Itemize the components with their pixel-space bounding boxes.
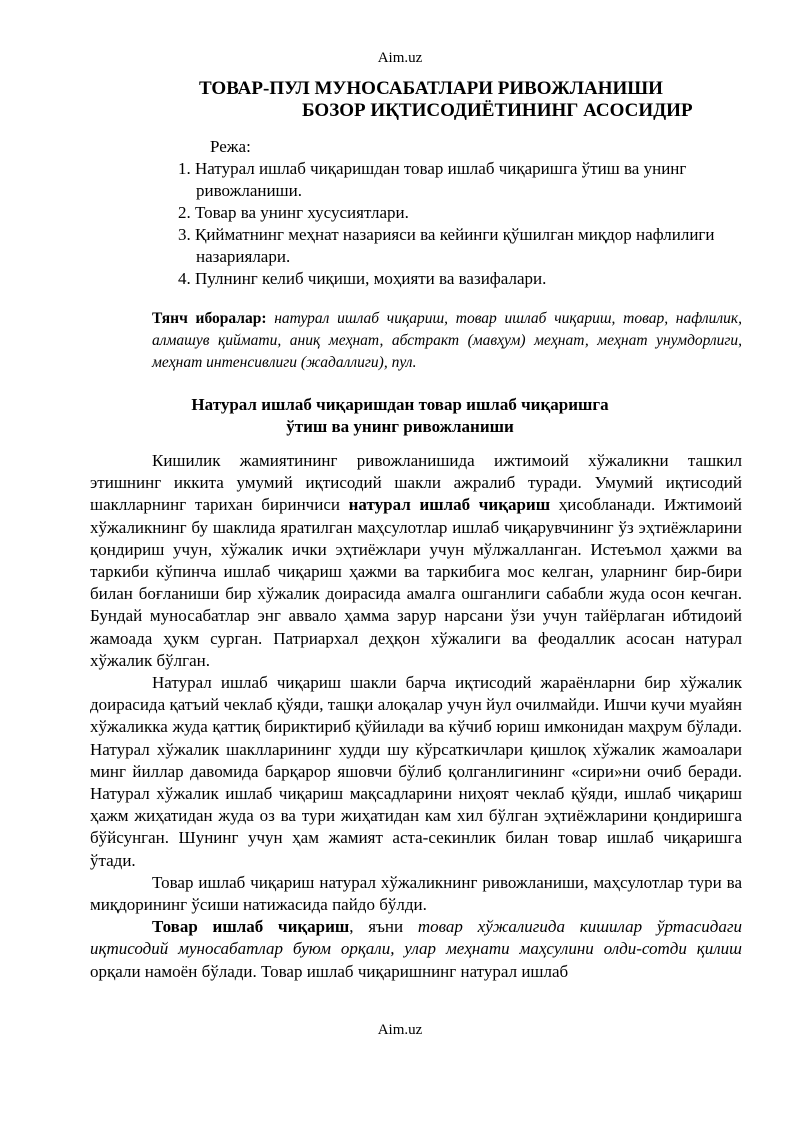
section-heading-line-1: Натурал ишлаб чиқаришдан товар ишлаб чиқаришга xyxy=(191,395,609,414)
title-line-1: ТОВАР-ПУЛ МУНОСАБАТЛАРИ РИВОЖЛАНИШИ xyxy=(199,78,663,99)
p1-text-a: Кишилик жамиятининг ривожланишида ижтимоий хўжаликни ташкил этишнинг иккита умумий иқтисодий шакли ажралиб туради. Умумий иқтисодий шаклларнинг тарихан биринчиси xyxy=(90,451,742,515)
paragraph-3: Товар ишлаб чиқариш натурал хўжаликнинг ривожланиши, маҳсулотлар тури ва миқдорининг ўсиши натижасида пайдо бўлди. xyxy=(90,872,742,915)
p1-term-bold: натурал ишлаб чиқариш xyxy=(348,495,551,515)
keywords-label: Тянч иборалар: xyxy=(152,310,267,327)
page-header: Aim.uz xyxy=(377,50,423,66)
p4-term-bold: Товар ишлаб чиқариш xyxy=(152,917,350,937)
body-text xyxy=(90,450,742,983)
plan-item-2: 2. Товар ва унинг хусусиятлари. xyxy=(178,203,409,222)
p1-text-c: ҳисобланади. Ижтимоий хўжаликнинг бу шаклида яратилган маҳсулотлар ишлаб чиқарувчининг ўз эҳтиёжларини қондириш учун, хўжалик ички эҳтиёжлари учун мўлжалланган. Истеъмол ҳажми ва таркиби кўпинча ишлаб чиқариш ҳажми ва таркибига мос келган, уларнинг бир-бири билан боғланиши бир хўжалик доирасида амалга ошганлиги сабабли жуда осон кечган. Бундай муносабатлар энг аввало ҳамма зарур нарсани ўзи учун тайёрлаган ибтидоий жамоада ҳукм сурган. Патриархал деҳқон хўжалиги ва феодаллик асосан натурал хўжалик бўлган. xyxy=(90,495,742,670)
p4-text-d: орқали намоён бўлади. Товар ишлаб чиқаришнинг натурал ишлаб xyxy=(90,961,569,981)
title-line-2: БОЗОР ИҚТИСОДИЁТИНИНГ АСОСИДИР xyxy=(302,100,693,121)
p4-text-b: , яъни xyxy=(349,917,418,937)
document-title xyxy=(0,78,800,122)
paragraph-1 xyxy=(90,450,742,672)
plan-label: Режа: xyxy=(210,137,251,156)
paragraph-2: Натурал ишлаб чиқариш шакли барча иқтисодий жараёнларни бир хўжалик доирасида қатъий чеклаб қўяди, ташқи алоқалар учун йул очилмайди. Ишчи кучи муайян хўжаликка жуда қаттиқ бириктириб қўйилади ва кўчиб юриш имконидан маҳрум бўлади. Натурал хўжалик шаклларининг худди шу кўрсаткичлари қишлоқ хўжалик жамоалари минг йиллар давомида барқарор яшовчи бўлиб қолганлигининг «сири»ни очиб беради. Натурал хўжалик ишлаб чиқариш мақсадларини ниҳоят чеклаб қўяди, ишлаб чиқариш ҳажм жиҳатидан жуда оз ва тури жиҳатидан кам хил бўлган эҳтиёжларини қондиришга бўйсунган. Шунинг учун ҳам жамият аста-секинлик билан товар ишлаб чиқаришга ўтади. xyxy=(90,673,742,870)
section-heading xyxy=(0,394,800,438)
plan-item-3: 3. Қийматнинг меҳнат назарияси ва кейинги қўшилган миқдор нафлилиги назариялари. xyxy=(178,225,715,266)
plan-list xyxy=(162,158,752,290)
plan-item-4: 4. Пулнинг келиб чиқиши, моҳияти ва вазифалари. xyxy=(178,269,547,288)
p4-definition-italic: товар хўжалигида кишилар ўртасидаги иқтисодий муносабатлар буюм орқали, улар меҳнати маҳсулини олди-сотди қилиш xyxy=(90,917,742,959)
keywords-block xyxy=(152,308,742,374)
page-footer: Aim.uz xyxy=(377,1022,423,1038)
section-heading-line-2: ўтиш ва унинг ривожланиши xyxy=(286,417,514,436)
paragraph-4 xyxy=(90,916,742,983)
plan-item-1: 1. Натурал ишлаб чиқаришдан товар ишлаб чиқаришга ўтиш ва унинг ривожланиши. xyxy=(178,159,687,200)
keywords-text: натурал ишлаб чиқариш, товар ишлаб чиқариш, товар, нафлилик, алмашув қиймати, аниқ меҳнат, абстракт (мавҳум) меҳнат, меҳнат унумдорлиги, меҳнат интенсивлиги (жадаллиги), пул. xyxy=(152,310,743,371)
